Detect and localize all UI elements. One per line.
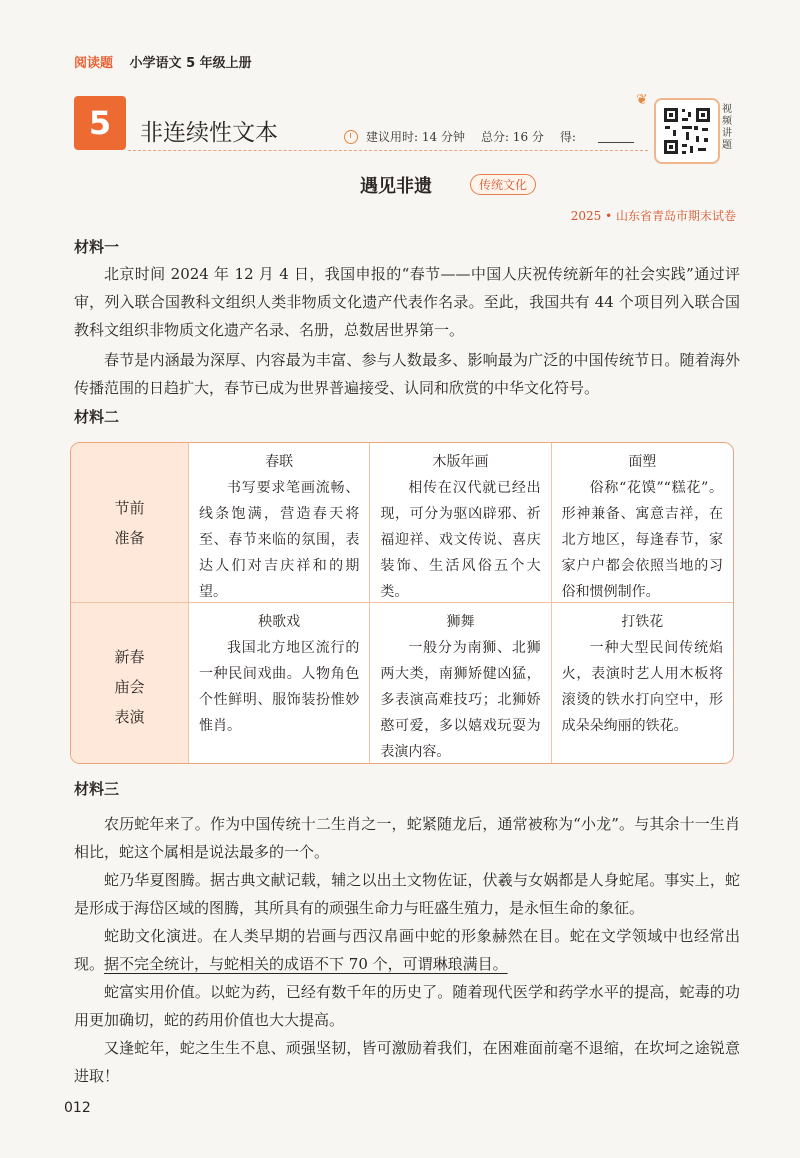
material3-p3-text: 蛇助文化演进。在人类早期的岩画与西汉帛画中蛇的形象赫然在目。蛇在文学领域中也经常出现。 <box>74 927 740 973</box>
table-cell <box>370 603 551 764</box>
table-cell <box>552 603 733 764</box>
section-title: 非连续性文本 <box>140 120 278 146</box>
leaf-icon: ❦ <box>636 92 648 108</box>
section-divider <box>128 150 648 151</box>
qr-label: 视频讲题 <box>722 104 732 151</box>
header-book: 小学语文 5 年级上册 <box>129 56 252 71</box>
article-source: 2025 • 山东省青岛市期末试卷 <box>570 209 736 223</box>
material2-table <box>70 442 734 764</box>
material2-heading: 材料二 <box>74 408 120 426</box>
cell-body: 俗称“花馍”“糕花”。形神兼备、寓意吉祥，在北方地区，每逢春节，家家户户都会依照当地的习俗和惯例制作。 <box>561 480 723 600</box>
material3-heading: 材料三 <box>74 780 120 798</box>
material1-p1: 北京时间 2024 年 12 月 4 日，我国申报的“春节——中国人庆祝传统新年的社会实践”通过评审，列入联合国教科文组织人类非物质文化遗产代表作名录。至此，我国共有 44 个项目列入联合国教科文组织非物质文化遗产名录、名册，总数居世界第一。 <box>74 265 740 339</box>
row-header-fair: 新春 庙会 表演 <box>71 603 189 764</box>
material3-p4: 蛇富实用价值。以蛇为药，已经有数千年的历史了。随着现代医学和药学水平的提高，蛇毒的功用更加确切，蛇的药用价值也大大提高。 <box>74 983 740 1029</box>
table-cell <box>370 443 551 603</box>
header-tag: 阅读题 <box>74 56 114 71</box>
total-score: 总分: 16 分 <box>480 130 544 144</box>
cell-body: 一般分为南狮、北狮两大类，南狮矫健凶猛，多表演高难技巧；北狮娇憨可爱，多以嬉戏玩耍为表演内容。 <box>380 640 541 760</box>
section-meta <box>344 128 682 145</box>
material1-p2: 春节是内涵最为深厚、内容最为丰富、参与人数最多、影响最为广泛的中国传统节日。随着海外传播范围的日趋扩大，春节已成为世界普遍接受、认同和欣赏的中华文化符号。 <box>74 351 740 397</box>
cell-body: 一种大型民间传统焰火，表演时艺人用木板将滚烫的铁水打向空中，形成朵朵绚丽的铁花。 <box>561 640 723 734</box>
cell-body: 相传在汉代就已经出现，可分为驱凶辟邪、祈福迎祥、戏文传说、喜庆装饰、生活风俗五个大类。 <box>380 480 541 600</box>
score-got-label: 得: <box>559 130 576 144</box>
qr-code-icon <box>662 106 712 156</box>
material3-p5: 又逢蛇年，蛇之生生不息、顽强坚韧，皆可激励着我们，在困难面前毫不退缩，在坎坷之途锐意进取！ <box>74 1039 740 1085</box>
cell-title: 春联 <box>265 454 294 470</box>
table-cell <box>552 443 733 603</box>
cell-title: 木版年画 <box>432 454 489 470</box>
article-tag: 传统文化 <box>470 174 536 195</box>
material3-p3 <box>74 922 740 978</box>
cell-title: 面塑 <box>628 454 657 470</box>
suggested-time: 建议用时: 14 分钟 <box>366 130 465 144</box>
cell-body: 我国北方地区流行的一种民间戏曲。人物角色个性鲜明、服饰装扮惟妙惟肖。 <box>199 640 360 734</box>
clock-icon <box>344 130 358 144</box>
qr-code[interactable] <box>654 98 720 164</box>
row-header-prep: 节前 准备 <box>71 443 189 603</box>
table-cell <box>189 603 370 764</box>
score-blank <box>598 130 634 143</box>
cell-body: 书写要求笔画流畅、线条饱满，营造春天将至、春节来临的氛围，表达人们对吉庆祥和的期望。 <box>199 480 360 600</box>
cell-title: 秧歌戏 <box>258 614 301 630</box>
section-number-badge: 5 <box>74 96 126 150</box>
article-title: 遇见非遗 <box>360 176 432 197</box>
cell-title: 打铁花 <box>621 614 664 630</box>
material3-p2: 蛇乃华夏图腾。据古典文献记载，辅之以出土文物佐证，伏羲与女娲都是人身蛇尾。事实上，蛇是形成于海岱区域的图腾，其所具有的顽强生命力与旺盛生殖力，是永恒生命的象征。 <box>74 871 740 917</box>
cell-title: 狮舞 <box>446 614 475 630</box>
material3-p3-underlined: 据不完全统计，与蛇相关的成语不下 70 个，可谓琳琅满目。 <box>104 955 508 973</box>
header-label <box>74 52 252 71</box>
table-cell <box>189 443 370 603</box>
page-number: 012 <box>64 1100 91 1116</box>
material1-heading: 材料一 <box>74 238 120 256</box>
material3-p1: 农历蛇年来了。作为中国传统十二生肖之一，蛇紧随龙后，通常被称为“小龙”。与其余十一生肖相比，蛇这个属相是说法最多的一个。 <box>74 815 740 861</box>
